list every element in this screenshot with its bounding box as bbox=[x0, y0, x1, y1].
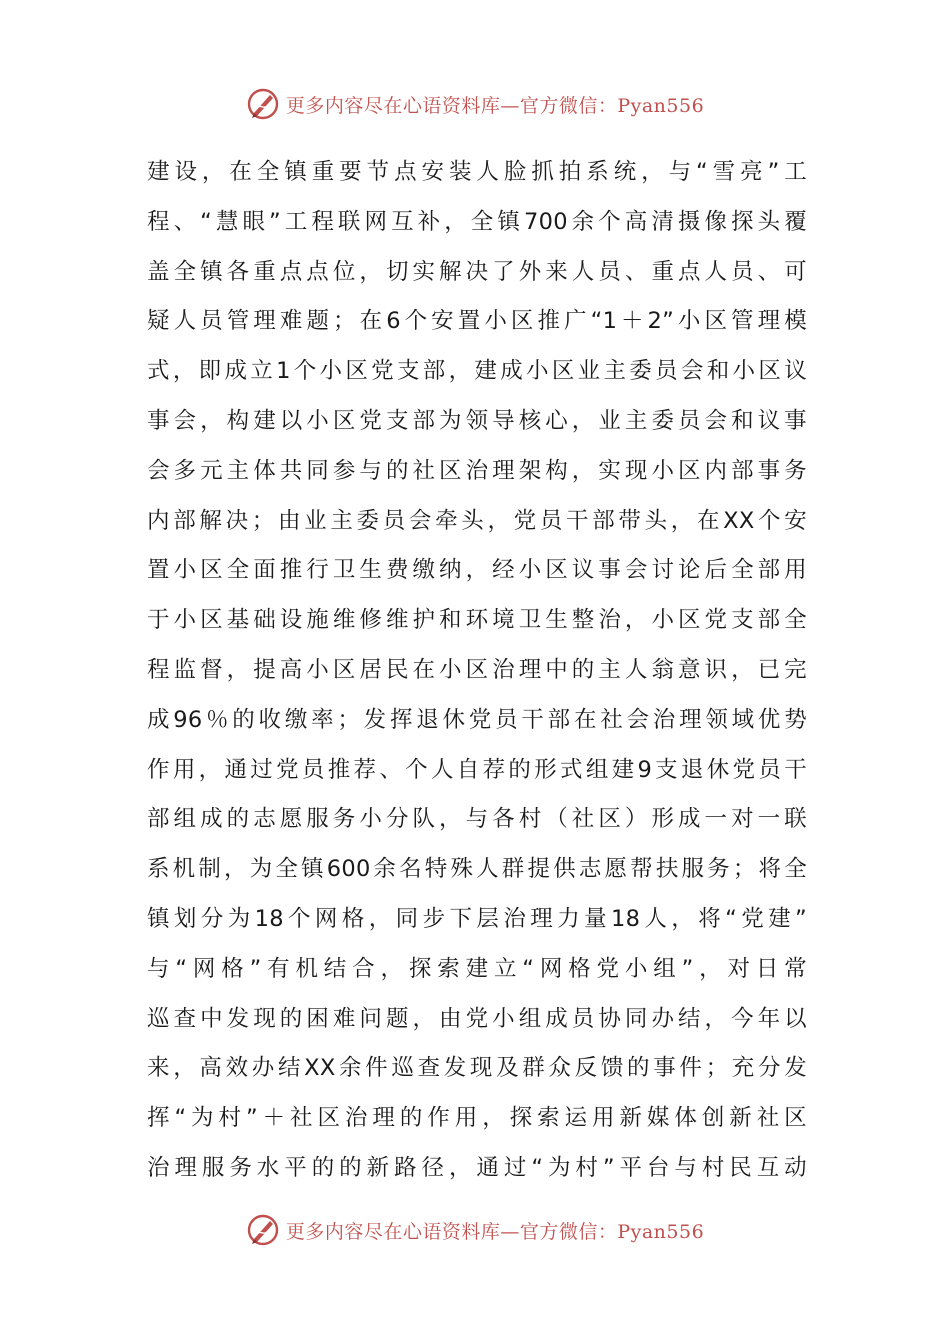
text-line: 作用，通过党员推荐、个人自荐的形式组建9支退休党员干 bbox=[147, 756, 807, 783]
text-line: 于小区基础设施维修维护和环境卫生整治，小区党支部全 bbox=[147, 607, 807, 634]
text-line: 程监督，提高小区居民在小区治理中的主人翁意识，已完 bbox=[147, 656, 807, 683]
text-line: 与“网格”有机结合，探索建立“网格党小组”，对日常 bbox=[147, 955, 807, 982]
text-line: 式，即成立1个小区党支部，建成小区业主委员会和小区议 bbox=[147, 358, 807, 385]
footer-watermark bbox=[0, 1210, 950, 1250]
text-line: 建设，在全镇重要节点安装人脸抓拍系统，与“雪亮”工 bbox=[147, 159, 807, 185]
text-line: 巡查中发现的困难问题，由党小组成员协同办结，今年以 bbox=[147, 1005, 807, 1032]
watermark-text: 更多内容尽在心语资料库—官方微信：Pyan556 bbox=[285, 1220, 705, 1243]
text-line: 挥“为村”＋社区治理的作用，探索运用新媒体创新社区 bbox=[147, 1105, 807, 1132]
watermark-text: 更多内容尽在心语资料库—官方微信：Pyan556 bbox=[285, 94, 705, 117]
text-line: 系机制，为全镇600余名特殊人群提供志愿帮扶服务；将全 bbox=[147, 856, 807, 883]
text-line: 来，高效办结XX余件巡查发现及群众反馈的事件；充分发 bbox=[147, 1055, 807, 1082]
text-line: 治理服务水平的的新路径，通过“为村”平台与村民互动 bbox=[147, 1154, 807, 1181]
text-line: 事会，构建以小区党支部为领导核心，业主委员会和议事 bbox=[147, 407, 807, 434]
text-line: 成96％的收缴率；发挥退休党员干部在社会治理领域优势 bbox=[147, 706, 807, 733]
pen-and-circle-logo-icon bbox=[246, 87, 280, 121]
text-line: 镇划分为18个网格，同步下层治理力量18人，将“党建” bbox=[147, 905, 807, 932]
text-line: 部组成的志愿服务小分队，与各村（社区）形成一对一联 bbox=[147, 806, 807, 833]
text-line: 程、“慧眼”工程联网互补，全镇700余个高清摄像探头覆 bbox=[147, 208, 807, 235]
text-line: 疑人员管理难题；在6个安置小区推广“1＋2”小区管理模 bbox=[147, 308, 807, 335]
header-watermark bbox=[0, 84, 950, 124]
text-line: 会多元主体共同参与的社区治理架构，实现小区内部事务 bbox=[147, 457, 807, 484]
text-line: 置小区全面推行卫生费缴纳，经小区议事会讨论后全部用 bbox=[147, 557, 807, 584]
text-line: 内部解决；由业主委员会牵头，党员干部带头，在XX个安 bbox=[147, 507, 807, 534]
pen-and-circle-logo-icon bbox=[246, 1213, 280, 1247]
text-line: 盖全镇各重点点位，切实解决了外来人员、重点人员、可 bbox=[147, 258, 807, 285]
document-body bbox=[147, 148, 807, 1194]
